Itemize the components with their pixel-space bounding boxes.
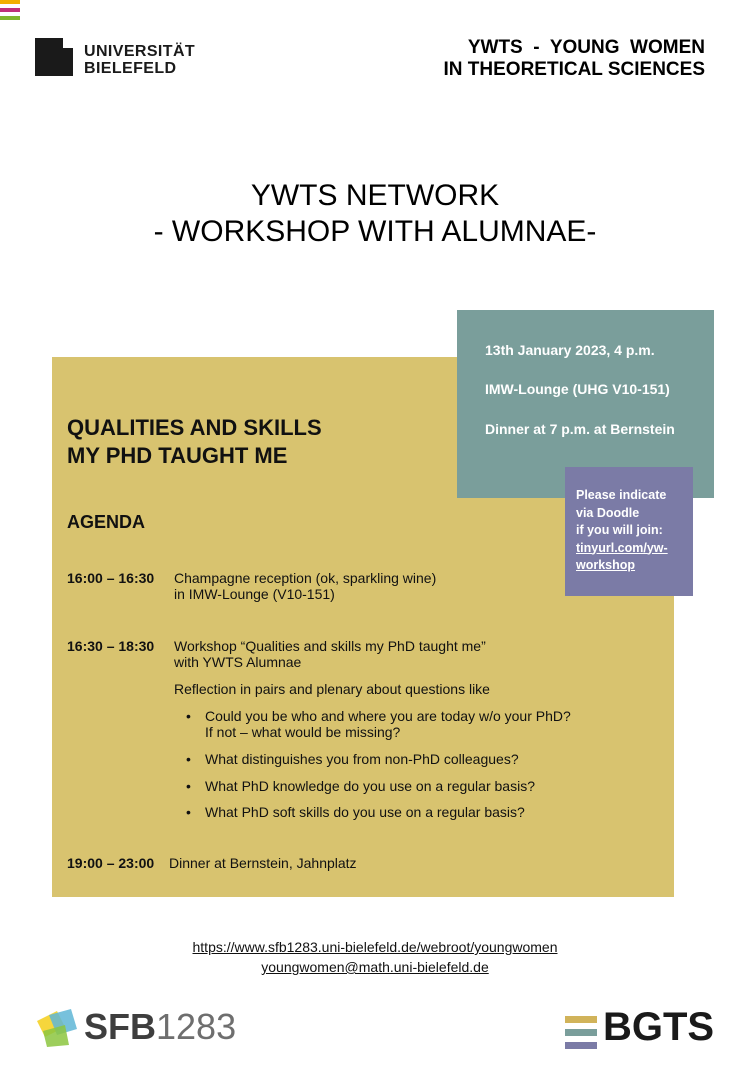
agenda-item-1-line1: Champagne reception (ok, sparkling wine) <box>174 570 437 586</box>
doodle-line1: Please indicate <box>576 488 667 502</box>
agenda-item-2-line1: Workshop “Qualities and skills my PhD taught me” <box>174 638 486 654</box>
workshop-heading-line2: MY PHD TAUGHT ME <box>67 443 288 468</box>
footer-links <box>0 937 750 977</box>
event-dinner: Dinner at 7 p.m. at Bernstein <box>485 421 675 437</box>
bullet-item-4: What PhD soft skills do you use on a regular basis? <box>205 804 525 820</box>
event-location: IMW-Lounge (UHG V10-151) <box>485 381 670 397</box>
bullet-dot-1: • <box>186 708 191 724</box>
bgts-logo-text: BGTS <box>603 1005 715 1049</box>
agenda-time-2: 16:30 – 18:30 <box>67 638 155 654</box>
doodle-line2: via Doodle <box>576 505 640 520</box>
event-date: 13th January 2023, 4 p.m. <box>485 342 655 358</box>
bullet-dot-4: • <box>186 804 191 820</box>
agenda-item-1 <box>174 570 436 602</box>
page-title-line1: YWTS NETWORK <box>250 179 500 212</box>
bullet-item-1-line1: Could you be who and where you are today w/o your PhD? <box>205 708 571 724</box>
doodle-link-part2[interactable]: workshop <box>576 558 636 572</box>
university-name-line2: BIELEFELD <box>84 60 177 77</box>
agenda-item-1-line2: in IMW-Lounge (V10-151) <box>174 586 335 602</box>
page-title <box>0 178 750 250</box>
agenda-item-2-intro: Reflection in pairs and plenary about questions like <box>174 681 490 697</box>
stripe-top <box>0 0 20 4</box>
sfb-word: SFB <box>84 1006 156 1047</box>
sfb-number: 1283 <box>156 1006 237 1047</box>
bullet-item-2: What distinguishes you from non-PhD colleagues? <box>205 751 519 767</box>
workshop-heading-line1: QUALITIES AND SKILLS <box>67 415 322 440</box>
bullet-item-3: What PhD knowledge do you use on a regular basis? <box>205 778 535 794</box>
bgts-bar-gold <box>565 1016 597 1023</box>
bullet-dot-3: • <box>186 778 191 794</box>
agenda-item-3: Dinner at Bernstein, Jahnplatz <box>169 855 357 871</box>
agenda-time-1: 16:00 – 16:30 <box>67 570 155 586</box>
sfb-logo-text <box>84 1007 236 1047</box>
doodle-link-part1[interactable]: tinyurl.com/yw- <box>576 540 668 555</box>
email-link[interactable]: youngwomen@math.uni-bielefeld.de <box>261 959 489 975</box>
university-logo-icon <box>35 38 73 76</box>
bgts-bar-teal <box>565 1029 597 1036</box>
agenda-item-2-line2: with YWTS Alumnae <box>174 654 302 670</box>
page-title-line2: - WORKSHOP WITH ALUMNAE- <box>153 215 597 248</box>
website-link[interactable]: https://www.sfb1283.uni-bielefeld.de/webroot/youngwomen <box>192 939 558 955</box>
university-name <box>84 43 195 77</box>
bullet-item-1 <box>205 708 571 740</box>
university-name-line1: UNIVERSITÄT <box>84 43 196 60</box>
workshop-heading <box>67 414 322 470</box>
bullet-dot-2: • <box>186 751 191 767</box>
bgts-bar-purple <box>565 1042 597 1049</box>
stripe-bottom <box>0 16 20 20</box>
agenda-item-2 <box>174 638 486 670</box>
agenda-time-3: 19:00 – 23:00 <box>67 855 155 871</box>
doodle-box <box>565 467 693 596</box>
network-heading-line2: IN THEORETICAL SCIENCES <box>443 59 705 80</box>
network-heading-line1: YWTS - YOUNG WOMEN <box>467 37 705 58</box>
sfb-logo-icon <box>35 1007 81 1049</box>
bullet-item-1-line2: If not – what would be missing? <box>205 724 401 740</box>
stripe-middle <box>0 8 20 12</box>
network-heading <box>444 37 705 81</box>
agenda-label: AGENDA <box>67 512 146 532</box>
doodle-line3: if you will join: <box>576 523 663 537</box>
